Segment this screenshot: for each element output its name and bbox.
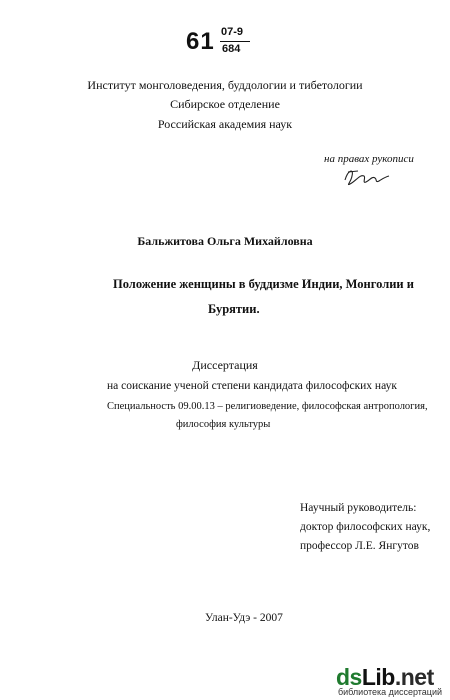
- stamp-fraction-line: [220, 41, 250, 42]
- author-name: Бальжитова Ольга Михайловна: [137, 234, 313, 248]
- advisor-degree: доктор философских наук,: [300, 521, 431, 533]
- advisor-name: профессор Л.Е. Янгутов: [300, 540, 419, 552]
- institution-line: Российская академия наук: [157, 117, 293, 131]
- handwritten-signature: [342, 164, 392, 190]
- logo-mid: Lib: [361, 664, 395, 690]
- institution-line: Сибирское отделение: [170, 97, 280, 111]
- dslib-watermark[interactable]: [336, 662, 446, 698]
- institution-academy: [0, 117, 450, 132]
- logo-prefix: ds: [336, 664, 362, 690]
- institution-line: Институт монголоведения, буддологии и тибетологии: [87, 78, 363, 92]
- stamp-main-number: 61: [186, 28, 215, 55]
- watermark-subtitle: библиотека диссертаций: [338, 687, 443, 697]
- institution-name: [0, 78, 450, 93]
- degree-statement: на соискание ученой степени кандидата философских наук: [107, 380, 397, 392]
- specialty-line-2: философия культуры: [176, 419, 271, 430]
- dissertation-title-line-1: Положение женщины в буддизме Индии, Монголии и: [113, 277, 414, 291]
- stamp-denominator: 684: [222, 43, 241, 55]
- specialty-line-1: Специальность 09.00.13 – религиоведение, философская антропология,: [107, 401, 428, 412]
- logo-suffix: .net: [394, 664, 434, 690]
- rights-note: на правах рукописи: [324, 153, 414, 165]
- institution-department: [0, 97, 450, 112]
- advisor-role: Научный руководитель:: [300, 502, 417, 514]
- city-year: Улан-Удэ - 2007: [205, 612, 283, 624]
- dissertation-title-line-2: Бурятии.: [208, 302, 260, 316]
- work-type: Диссертация: [192, 358, 258, 372]
- stamp-numerator: 07-9: [221, 26, 244, 38]
